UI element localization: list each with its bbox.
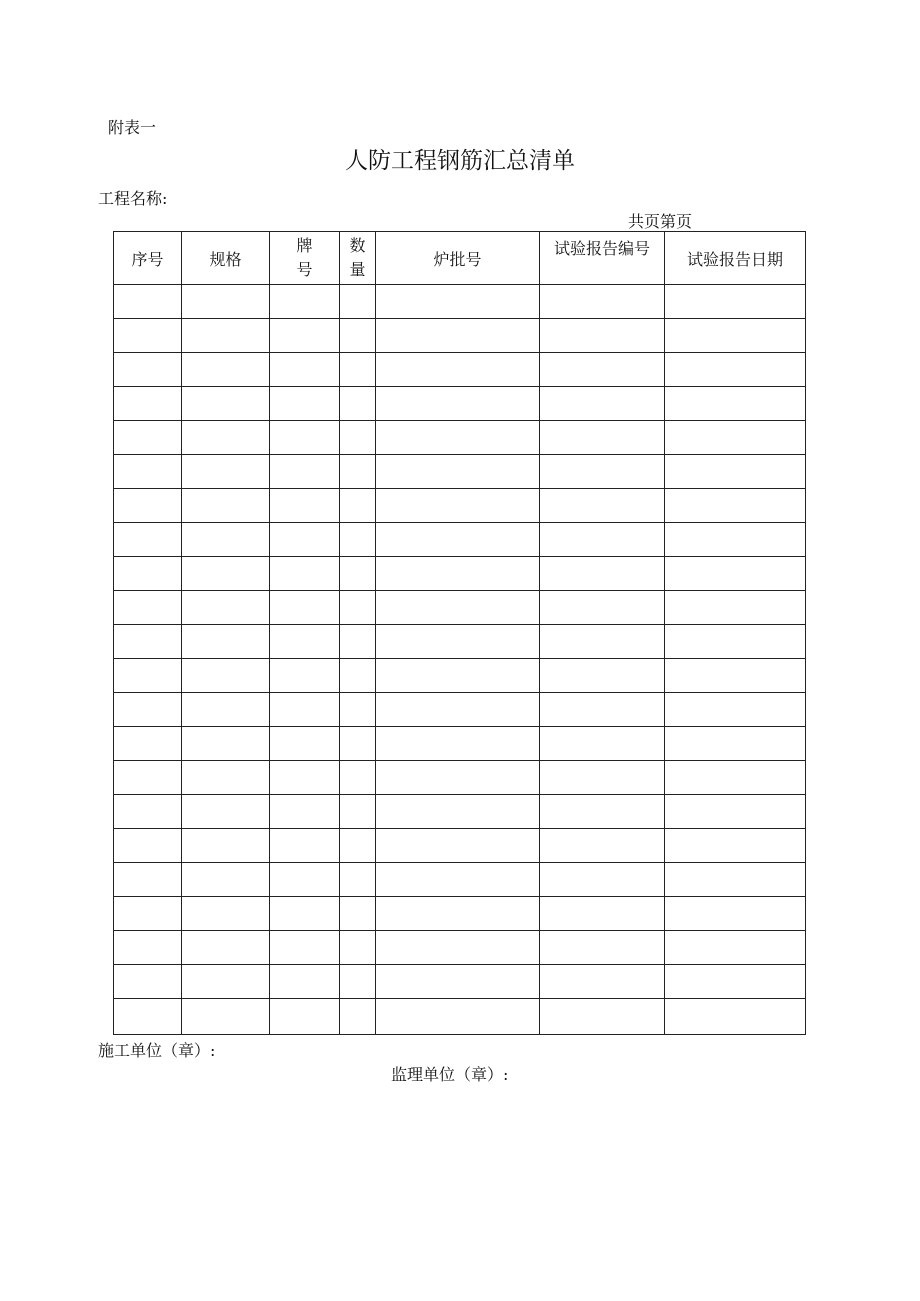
table-cell bbox=[665, 965, 806, 999]
table-row bbox=[114, 761, 806, 795]
table-cell bbox=[182, 489, 270, 523]
table-cell bbox=[376, 829, 540, 863]
table-cell bbox=[540, 353, 665, 387]
table-cell bbox=[376, 625, 540, 659]
table-row bbox=[114, 455, 806, 489]
table-cell bbox=[665, 285, 806, 319]
table-cell bbox=[340, 999, 376, 1035]
table-cell bbox=[376, 319, 540, 353]
table-cell bbox=[270, 999, 340, 1035]
table-cell bbox=[540, 625, 665, 659]
table-cell bbox=[270, 557, 340, 591]
table-cell bbox=[665, 387, 806, 421]
table-header-row bbox=[114, 232, 806, 285]
table-cell bbox=[540, 693, 665, 727]
table-row bbox=[114, 829, 806, 863]
table-cell bbox=[270, 761, 340, 795]
table-cell bbox=[540, 761, 665, 795]
table-cell bbox=[182, 387, 270, 421]
table-cell bbox=[114, 591, 182, 625]
table-cell bbox=[340, 931, 376, 965]
table-cell bbox=[114, 829, 182, 863]
col-header-quantity bbox=[340, 232, 376, 285]
table-row bbox=[114, 999, 806, 1035]
table-row bbox=[114, 591, 806, 625]
table-cell bbox=[376, 523, 540, 557]
table-cell bbox=[665, 523, 806, 557]
table-row bbox=[114, 557, 806, 591]
table-cell bbox=[114, 897, 182, 931]
table-row bbox=[114, 965, 806, 999]
table-cell bbox=[376, 761, 540, 795]
table-cell bbox=[114, 727, 182, 761]
table-cell bbox=[665, 829, 806, 863]
table-cell bbox=[665, 489, 806, 523]
col-header-grade bbox=[270, 232, 340, 285]
table-cell bbox=[540, 965, 665, 999]
table-cell bbox=[114, 489, 182, 523]
table-cell bbox=[182, 965, 270, 999]
table-cell bbox=[182, 285, 270, 319]
table-cell bbox=[376, 455, 540, 489]
table-cell bbox=[340, 761, 376, 795]
table-cell bbox=[270, 829, 340, 863]
table-cell bbox=[270, 455, 340, 489]
table-cell bbox=[340, 523, 376, 557]
table-cell bbox=[340, 489, 376, 523]
table-cell bbox=[376, 999, 540, 1035]
table-cell bbox=[540, 727, 665, 761]
table-cell bbox=[665, 863, 806, 897]
supervision-unit-signature: 监理单位（章）: bbox=[391, 1065, 509, 1084]
table-cell bbox=[665, 727, 806, 761]
table-cell bbox=[340, 795, 376, 829]
table-cell bbox=[182, 523, 270, 557]
page-title: 人防工程钢筋汇总清单 bbox=[345, 148, 575, 174]
table-cell bbox=[182, 319, 270, 353]
table-cell bbox=[270, 693, 340, 727]
table-cell bbox=[340, 319, 376, 353]
table-cell bbox=[270, 353, 340, 387]
table-cell bbox=[182, 625, 270, 659]
table-cell bbox=[540, 999, 665, 1035]
table-cell bbox=[540, 421, 665, 455]
table-cell bbox=[114, 931, 182, 965]
table-cell bbox=[270, 591, 340, 625]
table-cell bbox=[340, 353, 376, 387]
table-cell bbox=[182, 557, 270, 591]
table-cell bbox=[540, 557, 665, 591]
table-cell bbox=[182, 353, 270, 387]
table-cell bbox=[540, 387, 665, 421]
table-cell bbox=[182, 659, 270, 693]
table-cell bbox=[665, 795, 806, 829]
table-cell bbox=[182, 693, 270, 727]
table-cell bbox=[340, 625, 376, 659]
table-row bbox=[114, 931, 806, 965]
table-cell bbox=[114, 387, 182, 421]
table-cell bbox=[665, 659, 806, 693]
table-cell bbox=[340, 965, 376, 999]
table-row bbox=[114, 421, 806, 455]
table-cell bbox=[665, 353, 806, 387]
table-cell bbox=[114, 319, 182, 353]
table-cell bbox=[376, 693, 540, 727]
table-cell bbox=[270, 863, 340, 897]
table-cell bbox=[182, 761, 270, 795]
rebar-summary-table bbox=[113, 231, 806, 1035]
table-cell bbox=[270, 795, 340, 829]
table-cell bbox=[270, 421, 340, 455]
table-cell bbox=[270, 931, 340, 965]
table-cell bbox=[665, 319, 806, 353]
table-cell bbox=[540, 455, 665, 489]
table-row bbox=[114, 625, 806, 659]
table-cell bbox=[376, 931, 540, 965]
table-cell bbox=[340, 421, 376, 455]
table-cell bbox=[665, 761, 806, 795]
table-cell bbox=[665, 931, 806, 965]
table-cell bbox=[540, 591, 665, 625]
table-cell bbox=[540, 897, 665, 931]
table-cell bbox=[665, 557, 806, 591]
table-cell bbox=[540, 489, 665, 523]
table-cell bbox=[182, 897, 270, 931]
table-cell bbox=[270, 659, 340, 693]
table-cell bbox=[270, 523, 340, 557]
page-count-label: 共页第页 bbox=[628, 212, 693, 231]
table-cell bbox=[376, 795, 540, 829]
table-cell bbox=[376, 421, 540, 455]
table-cell bbox=[376, 387, 540, 421]
table-cell bbox=[340, 829, 376, 863]
table-cell bbox=[114, 421, 182, 455]
col-header-serial: 序号 bbox=[114, 232, 182, 285]
table-cell bbox=[340, 897, 376, 931]
table-cell bbox=[182, 455, 270, 489]
table-cell bbox=[270, 285, 340, 319]
table-cell bbox=[114, 965, 182, 999]
table-cell bbox=[340, 285, 376, 319]
col-header-heat-batch: 炉批号 bbox=[376, 232, 540, 285]
col-header-grade-line2: 号 bbox=[296, 260, 313, 279]
table-cell bbox=[182, 999, 270, 1035]
table-cell bbox=[540, 863, 665, 897]
table-cell bbox=[540, 319, 665, 353]
table-row bbox=[114, 319, 806, 353]
table-cell bbox=[540, 829, 665, 863]
table-cell bbox=[376, 863, 540, 897]
table-cell bbox=[114, 863, 182, 897]
table-row bbox=[114, 387, 806, 421]
table-cell bbox=[540, 523, 665, 557]
col-header-spec: 规格 bbox=[182, 232, 270, 285]
table-cell bbox=[376, 965, 540, 999]
table-cell bbox=[114, 999, 182, 1035]
table-cell bbox=[182, 863, 270, 897]
table-cell bbox=[340, 659, 376, 693]
table-cell bbox=[270, 727, 340, 761]
table-cell bbox=[665, 591, 806, 625]
table-cell bbox=[114, 285, 182, 319]
table-cell bbox=[270, 489, 340, 523]
construction-unit-signature: 施工单位（章）: bbox=[98, 1041, 216, 1060]
table-cell bbox=[114, 557, 182, 591]
col-header-report-no: 试验报告编号 bbox=[540, 232, 665, 285]
table-cell bbox=[114, 659, 182, 693]
table-cell bbox=[182, 795, 270, 829]
project-name-label: 工程名称: bbox=[98, 189, 168, 208]
table-cell bbox=[376, 659, 540, 693]
table-cell bbox=[376, 557, 540, 591]
table-cell bbox=[665, 999, 806, 1035]
table-cell bbox=[270, 897, 340, 931]
table-cell bbox=[665, 897, 806, 931]
table-cell bbox=[376, 727, 540, 761]
table-cell bbox=[270, 625, 340, 659]
table-cell bbox=[340, 727, 376, 761]
table-row bbox=[114, 795, 806, 829]
table-cell bbox=[665, 625, 806, 659]
table-cell bbox=[182, 727, 270, 761]
col-header-report-date: 试验报告日期 bbox=[665, 232, 806, 285]
table-cell bbox=[665, 693, 806, 727]
col-header-quantity-line1: 数 bbox=[349, 236, 366, 255]
table-cell bbox=[114, 625, 182, 659]
table-cell bbox=[376, 285, 540, 319]
table-cell bbox=[665, 421, 806, 455]
table-cell bbox=[182, 591, 270, 625]
table-cell bbox=[376, 591, 540, 625]
table-cell bbox=[540, 659, 665, 693]
table-cell bbox=[114, 761, 182, 795]
table-cell bbox=[376, 489, 540, 523]
table-cell bbox=[540, 931, 665, 965]
table-row bbox=[114, 693, 806, 727]
col-header-grade-line1: 牌 bbox=[296, 236, 313, 255]
col-header-quantity-line2: 量 bbox=[349, 260, 366, 279]
table-cell bbox=[340, 863, 376, 897]
table-cell bbox=[540, 285, 665, 319]
table-cell bbox=[114, 795, 182, 829]
table-row bbox=[114, 897, 806, 931]
table-cell bbox=[182, 421, 270, 455]
table-cell bbox=[270, 319, 340, 353]
table-cell bbox=[270, 387, 340, 421]
table-cell bbox=[114, 523, 182, 557]
table-cell bbox=[340, 591, 376, 625]
table-row bbox=[114, 863, 806, 897]
table-cell bbox=[182, 931, 270, 965]
table-cell bbox=[665, 455, 806, 489]
appendix-label: 附表一 bbox=[108, 118, 157, 137]
table-row bbox=[114, 285, 806, 319]
table-cell bbox=[540, 795, 665, 829]
table-cell bbox=[114, 455, 182, 489]
table-cell bbox=[340, 557, 376, 591]
table-row bbox=[114, 727, 806, 761]
table-cell bbox=[376, 897, 540, 931]
table-cell bbox=[340, 387, 376, 421]
table-cell bbox=[114, 353, 182, 387]
table-row bbox=[114, 489, 806, 523]
table-cell bbox=[340, 693, 376, 727]
table-cell bbox=[270, 965, 340, 999]
table-row bbox=[114, 353, 806, 387]
table-cell bbox=[340, 455, 376, 489]
table-cell bbox=[376, 353, 540, 387]
table-cell bbox=[114, 693, 182, 727]
table-row bbox=[114, 659, 806, 693]
table-row bbox=[114, 523, 806, 557]
table-cell bbox=[182, 829, 270, 863]
